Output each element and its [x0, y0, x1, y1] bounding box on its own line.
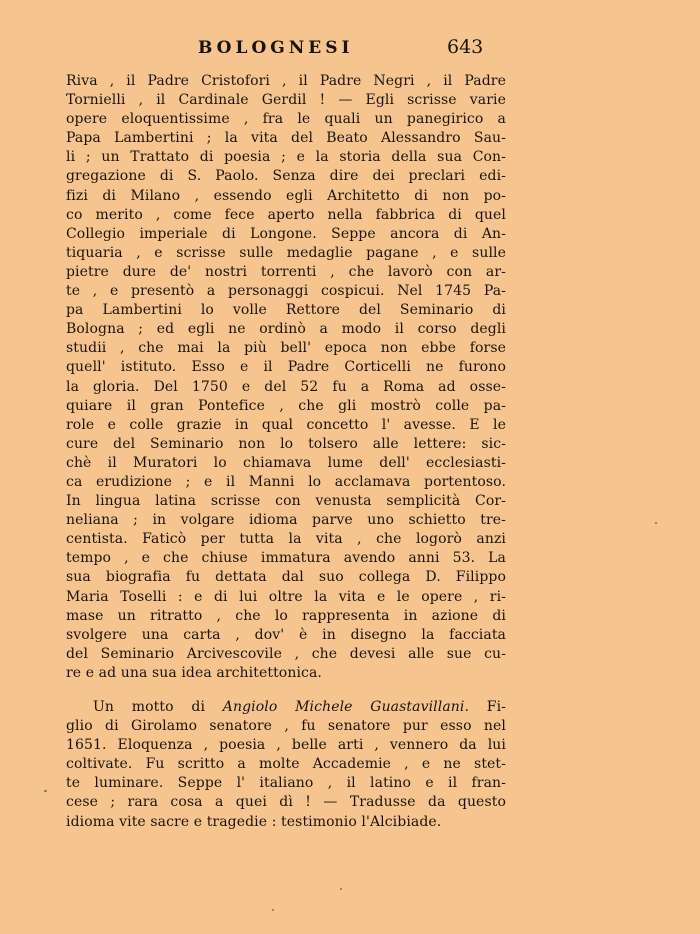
text-line: re e ad una sua idea architettonica.: [66, 664, 322, 681]
text-line: co merito , come fece aperto nella fabbrica di quel: [66, 206, 506, 223]
text-fragment: Fi-: [469, 699, 506, 715]
text-line: ca erudizione ; e il Manni lo acclamava portentoso.: [66, 473, 506, 490]
text-line: opere eloquentissime , fra le quali un panegirico a: [66, 111, 506, 128]
text-line: idioma vite sacre e tragedie : testimonio l'Alcibiade.: [66, 813, 442, 830]
paragraph-2: [66, 698, 506, 832]
text-line: Tornielli , il Cardinale Gerdil ! — Egli scrisse varie: [66, 92, 506, 109]
text-line: Bologna ; ed egli ne ordinò a modo il corso degli: [66, 321, 506, 338]
text-line: Riva , il Padre Cristofori , il Padre Negri , il Padre: [66, 73, 506, 89]
text-line: sua biografia fu dettata dal suo collega D. Filippo: [66, 569, 506, 586]
page-header: [0, 38, 700, 62]
text-line: [66, 698, 506, 717]
text-line: glio di Girolamo senatore , fu senatore pur esso nel: [66, 718, 506, 735]
paragraph-1: [66, 72, 506, 683]
text-line: la gloria. Del 1750 e del 52 fu a Roma ad osse-: [66, 378, 506, 395]
text-line: neliana ; in volgare idioma parve uno schietto tre-: [66, 512, 506, 529]
text-line: role e colle grazie in qual concetto l' avesse. E le: [66, 416, 506, 433]
page-number: 643: [447, 36, 484, 58]
text-line: tempo , e che chiuse immatura avendo anni 53. La: [66, 550, 506, 567]
text-line: cure del Seminario non lo tolsero alle lettere: sic-: [66, 435, 506, 452]
text-fragment: Un motto di: [93, 699, 223, 715]
text-line: tiquaria , e scrisse sulle medaglie pagane , e sulle: [66, 244, 506, 261]
text-line: In lingua latina scrisse con venusta semplicità Cor-: [66, 493, 506, 510]
person-name: Angiolo Michele Guastavillani.: [222, 699, 470, 715]
text-line: mase un ritratto , che lo rappresenta in azione di: [66, 607, 506, 624]
text-line: quiare il gran Pontefice , che gli mostrò colle pa-: [66, 397, 506, 414]
paper-speck: [272, 909, 274, 911]
text-line: svolgere una carta , dov' è in disegno la facciata: [66, 626, 506, 643]
text-line: li ; un Trattato di poesia ; e la storia della sua Con-: [66, 149, 506, 166]
text-line: pa Lambertini lo volle Rettore del Seminario di: [66, 302, 506, 319]
text-line: quell' istituto. Esso e il Padre Corticelli ne furono: [66, 359, 506, 376]
paper-speck: [44, 790, 47, 792]
text-line: te , e presentò a personaggi cospicui. Nel 1745 Pa-: [66, 283, 506, 300]
text-line: coltivate. Fu scritto a molte Accademie , e ne stet-: [66, 756, 506, 773]
text-line: cese ; rara cosa a quei dì ! — Tradusse da questo: [66, 794, 506, 811]
text-line: Papa Lambertini ; la vita del Beato Alessandro Sau-: [66, 130, 506, 147]
paper-speck: [655, 522, 657, 524]
running-head: BOLOGNESI: [198, 38, 354, 58]
text-line: studii , che mai la più bell' epoca non ebbe forse: [66, 340, 506, 357]
text-line: 1651. Eloquenza , poesia , belle arti , vennero da lui: [66, 737, 506, 754]
text-line: del Seminario Arcivescovile , che devesi alle sue cu-: [66, 645, 506, 662]
text-line: Collegio imperiale di Longone. Seppe ancora di An-: [66, 225, 506, 242]
text-line: centista. Faticò per tutta la vita , che logorò anzi: [66, 531, 506, 548]
text-line: Maria Toselli : e di lui oltre la vita e le opere , ri-: [66, 588, 506, 605]
text-line: chè il Muratori lo chiamava lume dell' ecclesiasti-: [66, 454, 506, 471]
paper-speck: [340, 888, 342, 890]
text-line: te luminare. Seppe l' italiano , il latino e il fran-: [66, 775, 506, 792]
text-line: pietre dure de' nostri torrenti , che lavorò con ar-: [66, 263, 506, 280]
text-line: fizi di Milano , essendo egli Architetto di non po-: [66, 187, 506, 204]
text-line: gregazione di S. Paolo. Senza dire dei preclari edi-: [66, 168, 506, 185]
